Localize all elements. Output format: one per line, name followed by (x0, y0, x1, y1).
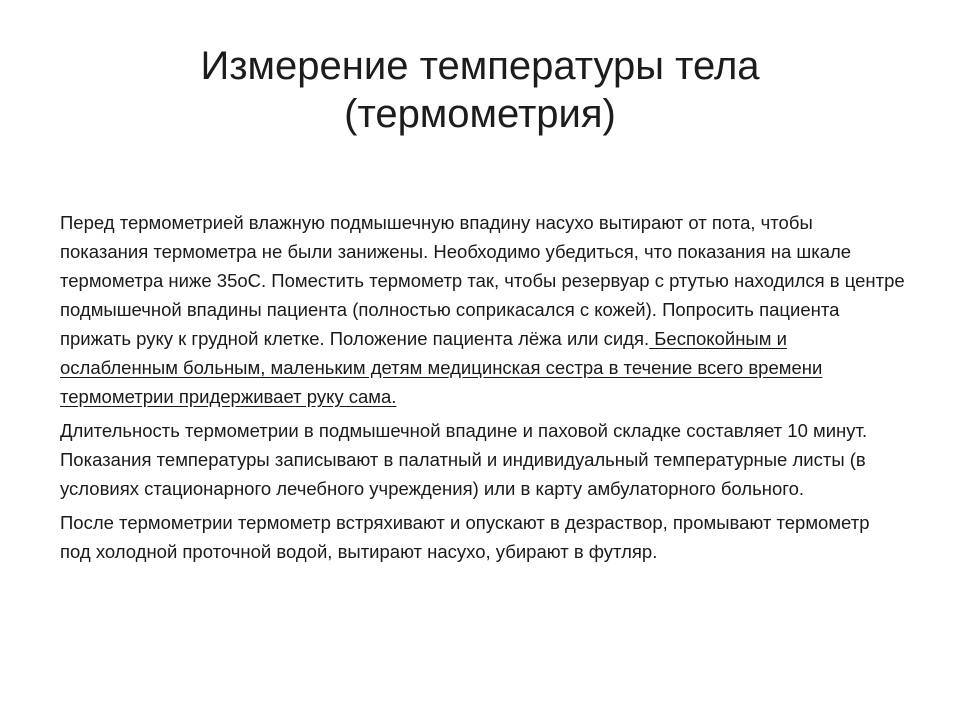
slide-body (60, 208, 905, 566)
paragraph-duration (60, 416, 905, 503)
paragraph-preparation (60, 208, 905, 411)
paragraph-preparation-text: Перед термометрией влажную подмышечную впадину насухо вытирают от пота, чтобы показания термометра не были занижены. Необходимо убедиться, что показания на шкале термометра ниже 35оС. Поместить термометр так, чтобы резервуар с ртутью находился в центре подмышечной впадины пациента (полностью соприкасался с кожей). Попросить пациента прижать руку к грудной клетке. Положение пациента лёжа или сидя. (60, 212, 905, 349)
paragraph-after-text: После термометрии термометр встряхивают и опускают в дезраствор, промывают термометр под холодной проточной водой, вытирают насухо, убирают в футляр. (60, 512, 870, 562)
paragraph-preparation-underlined-text: Беспокойным и ослабленным больным, маленьким детям медицинская сестра в течение всего времени термометрии придерживает руку сама. (60, 328, 823, 407)
paragraph-after (60, 508, 905, 566)
slide-title-line-1: Измерение температуры тела (200, 44, 760, 88)
slide-title-line-2: (термометрия) (344, 92, 616, 136)
slide-title (60, 42, 900, 138)
paragraph-duration-text: Длительность термометрии в подмышечной впадине и паховой складке составляет 10 минут. Показания температуры записывают в палатный и индивидуальный температурные листы (в условиях стационарного лечебного учреждения) или в карту амбулаторного больного. (60, 420, 868, 499)
